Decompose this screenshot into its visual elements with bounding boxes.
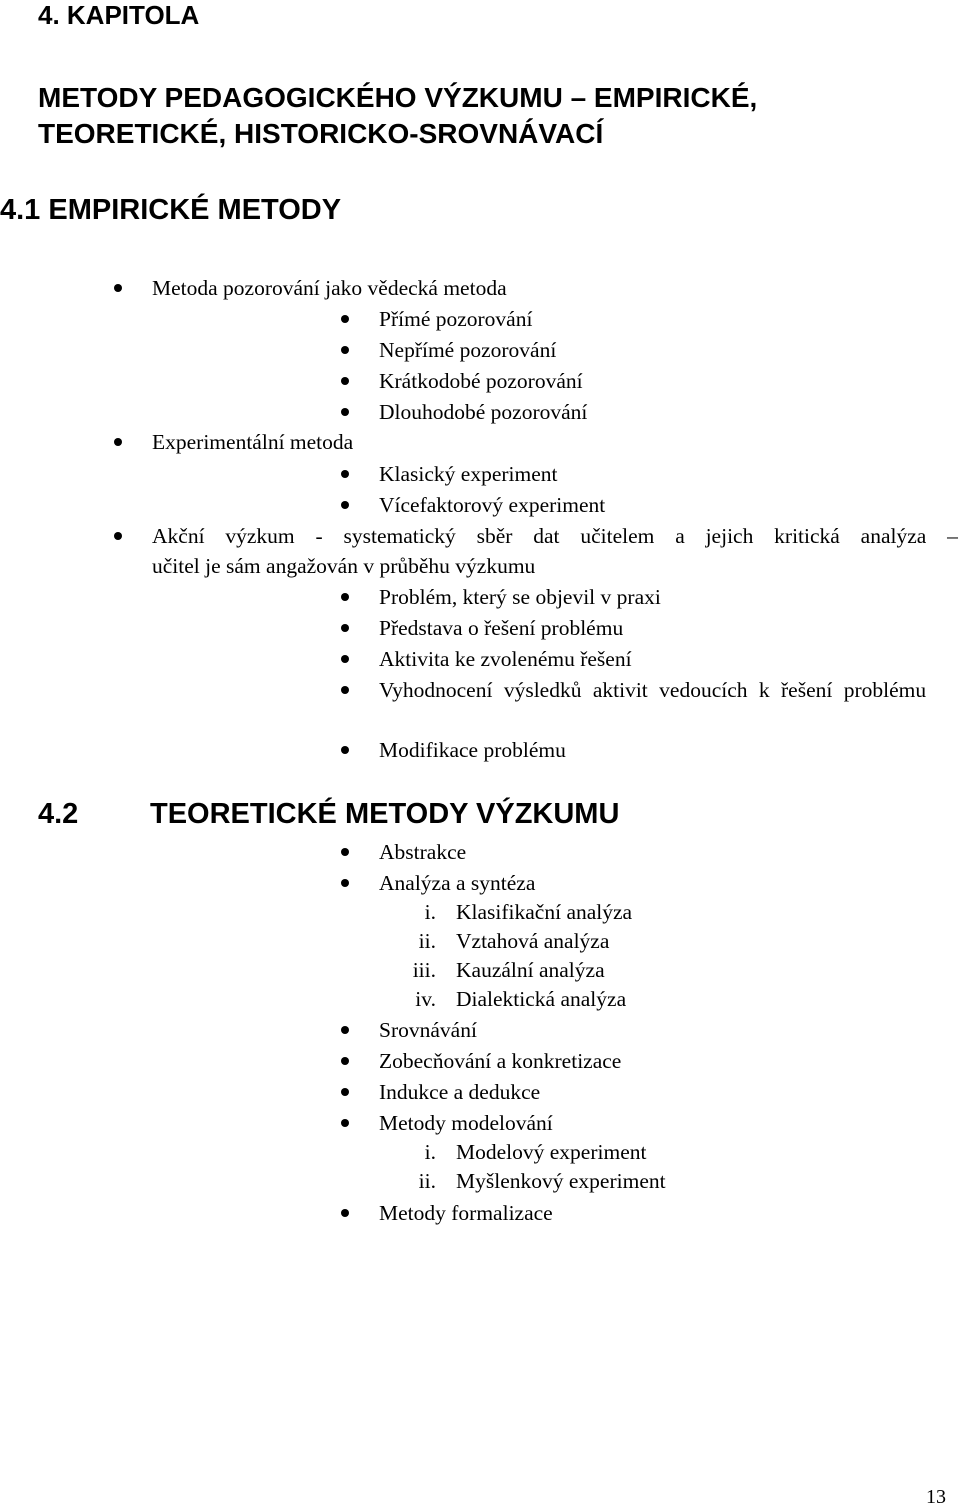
numbered-subitem: Kauzální analýza	[456, 958, 605, 982]
list-subitem: Přímé pozorování	[379, 307, 533, 331]
bullet-icon	[341, 879, 349, 887]
section-heading-theoretic	[38, 796, 619, 832]
roman-numeral: i.	[424, 900, 436, 924]
numbered-subitem: Myšlenkový experiment	[456, 1169, 666, 1193]
chapter-title-line-2: TEORETICKÉ, HISTORICKO-SROVNÁVACÍ	[38, 118, 604, 149]
list-subitem: Indukce a dedukce	[379, 1080, 541, 1104]
list-subitem: Dlouhodobé pozorování	[379, 400, 588, 424]
bullet-icon	[114, 532, 122, 540]
bullet-icon	[341, 686, 349, 694]
bullet-icon	[114, 284, 122, 292]
bullet-icon	[341, 746, 349, 754]
bullet-icon	[341, 1026, 349, 1034]
roman-numeral: i.	[424, 1140, 436, 1164]
bullet-icon	[341, 408, 349, 416]
list-item-line-2: učitel je sám angažován v průběhu výzkumu	[152, 554, 536, 578]
bullet-icon	[341, 1209, 349, 1217]
list-subitem: Nepřímé pozorování	[379, 338, 557, 362]
list-subitem: Krátkodobé pozorování	[379, 369, 583, 393]
list-subitem: Srovnávání	[379, 1018, 477, 1042]
section-number: 4.2	[38, 798, 79, 830]
list-subitem: Analýza a syntéza	[379, 871, 536, 895]
page-number: 13	[926, 1486, 946, 1508]
list-item	[152, 521, 958, 581]
list-subitem: Představa o řešení problému	[379, 616, 624, 640]
list-subitem: Vícefaktorový experiment	[379, 493, 606, 517]
list-subitem: Metody modelování	[379, 1111, 553, 1135]
list-subitem: Zobecňování a konkretizace	[379, 1049, 622, 1073]
list-item-line-1: Akční výzkum - systematický sběr dat učitelem a jejich kritická analýza –	[152, 524, 958, 548]
list-item: Experimentální metoda	[152, 430, 354, 454]
bullet-icon	[341, 593, 349, 601]
bullet-icon	[341, 470, 349, 478]
chapter-title	[38, 80, 757, 152]
roman-numeral: ii.	[418, 929, 436, 953]
list-subitem: Abstrakce	[379, 840, 467, 864]
numbered-subitem: Dialektická analýza	[456, 987, 627, 1011]
list-subitem: Modifikace problému	[379, 738, 566, 762]
bullet-icon	[341, 346, 349, 354]
bullet-icon	[114, 438, 122, 446]
list-subitem: Problém, který se objevil v praxi	[379, 585, 661, 609]
bullet-icon	[341, 315, 349, 323]
chapter-label: 4. KAPITOLA	[38, 0, 200, 30]
list-subitem: Aktivita ke zvolenému řešení	[379, 647, 632, 671]
list-subitem: Vyhodnocení výsledků aktivit vedoucích k řešení problému	[379, 678, 927, 702]
roman-numeral: ii.	[418, 1169, 436, 1193]
bullet-icon	[341, 501, 349, 509]
bullet-icon	[341, 1119, 349, 1127]
bullet-icon	[341, 848, 349, 856]
bullet-icon	[341, 624, 349, 632]
bullet-icon	[341, 1057, 349, 1065]
list-subitem: Metody formalizace	[379, 1201, 553, 1225]
list-item: Metoda pozorování jako vědecká metoda	[152, 276, 507, 300]
section-heading-empiric: 4.1 EMPIRICKÉ METODY	[0, 194, 342, 226]
bullet-icon	[341, 655, 349, 663]
roman-numeral: iv.	[415, 987, 436, 1011]
chapter-title-line-1: METODY PEDAGOGICKÉHO VÝZKUMU – EMPIRICKÉ,	[38, 82, 758, 113]
section-title: TEORETICKÉ METODY VÝZKUMU	[150, 798, 620, 830]
roman-numeral: iii.	[412, 958, 436, 982]
numbered-subitem: Vztahová analýza	[456, 929, 610, 953]
bullet-icon	[341, 1088, 349, 1096]
list-subitem: Klasický experiment	[379, 462, 558, 486]
bullet-icon	[341, 377, 349, 385]
numbered-subitem: Klasifikační analýza	[456, 900, 633, 924]
numbered-subitem: Modelový experiment	[456, 1140, 647, 1164]
